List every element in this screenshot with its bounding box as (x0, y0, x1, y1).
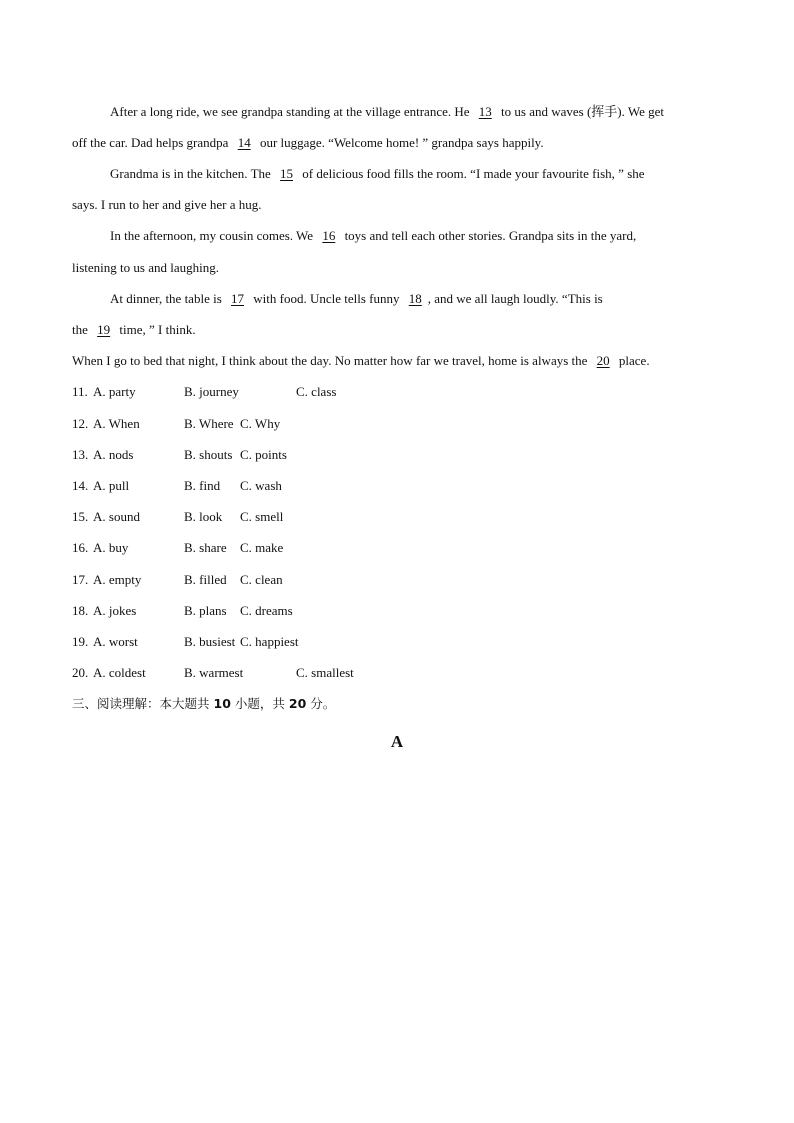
option-c: C. class (296, 384, 337, 399)
option-row-17 (72, 572, 392, 588)
question-number: 11. (72, 384, 88, 399)
option-b: B. look (184, 509, 223, 524)
option-b: B. shouts (184, 447, 233, 462)
option-c: C. clean (240, 572, 283, 587)
option-b: B. Where (184, 416, 234, 431)
option-b: B. warmest (184, 665, 244, 680)
blank-19: 19 (97, 322, 111, 337)
option-row-18 (72, 603, 392, 619)
option-a: A. coldest (93, 665, 146, 680)
question-number: 14. (72, 478, 89, 493)
passage-text: time, ” I think. (116, 322, 196, 337)
passage-text: place. (615, 353, 650, 368)
passage-text: of delicious food fills the room. “I made your favourite fish, ” she (299, 166, 645, 181)
passage-text: the (72, 322, 92, 337)
option-a: A. party (93, 384, 136, 399)
option-c: C. dreams (240, 603, 293, 618)
question-number: 19. (72, 634, 89, 649)
passage-text: After a long ride, we see grandpa standing at the village entrance. He (110, 104, 473, 119)
passage-text: , and we all laugh loudly. “This is (427, 291, 603, 306)
option-b: B. share (184, 540, 227, 555)
blank-13: 13 (478, 104, 492, 119)
passage-text: says. I run to her and give her a hug. (72, 197, 262, 212)
blank-18: 18 (408, 291, 422, 306)
option-a: A. nods (93, 447, 134, 462)
blank-14: 14 (237, 135, 251, 150)
passage-line (72, 197, 262, 213)
option-c: C. smell (240, 509, 284, 524)
option-row-20 (72, 665, 392, 681)
option-b: B. plans (184, 603, 227, 618)
option-row-12 (72, 416, 392, 432)
option-c: C. wash (240, 478, 282, 493)
passage-text: When I go to bed that night, I think about the day. No matter how far we travel, home is always the (72, 353, 591, 368)
passage-text: our luggage. “Welcome home! ” grandpa says happily. (256, 135, 544, 150)
passage-line (72, 322, 196, 338)
passage-line (72, 135, 544, 151)
option-row-16 (72, 540, 392, 556)
passage-line (72, 353, 650, 369)
option-b: B. find (184, 478, 221, 493)
option-row-14 (72, 478, 392, 494)
option-c: C. make (240, 540, 284, 555)
option-a: A. jokes (93, 603, 137, 618)
option-c: C. happiest (240, 634, 299, 649)
blank-20: 20 (596, 353, 610, 368)
blank-17: 17 (231, 291, 245, 306)
option-a: A. pull (93, 478, 130, 493)
passage-text: toys and tell each other stories. Grandpa sits in the yard, (341, 228, 637, 243)
question-count: 10 (213, 696, 231, 711)
passage-line (110, 166, 645, 182)
option-c: C. smallest (296, 665, 354, 680)
section-heading-text: 三、阅读理解：本大题共 (72, 696, 210, 711)
passage-text: off the car. Dad helps grandpa (72, 135, 232, 150)
passage-text: listening to us and laughing. (72, 260, 219, 275)
passage-line (110, 228, 636, 244)
option-row-19 (72, 634, 392, 650)
option-c: C. points (240, 447, 287, 462)
section-heading-text: 小题，共 (234, 696, 285, 711)
passage-text: to us and waves (挥手). We get (497, 104, 665, 119)
total-score: 20 (288, 696, 307, 711)
part-label: A (390, 732, 404, 751)
option-a: A. buy (93, 540, 129, 555)
option-b: B. busiest (184, 634, 236, 649)
passage-text: At dinner, the table is (110, 291, 226, 306)
question-number: 18. (72, 603, 89, 618)
passage-line (110, 104, 664, 120)
blank-16: 16 (322, 228, 336, 243)
passage-text: with food. Uncle tells funny (250, 291, 403, 306)
question-number: 12. (72, 416, 89, 431)
passage-text: Grandma is in the kitchen. The (110, 166, 275, 181)
option-row-11 (72, 384, 392, 400)
option-a: A. worst (93, 634, 138, 649)
question-number: 20. (72, 665, 89, 680)
question-number: 15. (72, 509, 89, 524)
passage-line (72, 260, 219, 276)
passage-line (110, 291, 603, 307)
question-number: 17. (72, 572, 89, 587)
blank-15: 15 (280, 166, 294, 181)
option-a: A. When (93, 416, 140, 431)
passage-text: In the afternoon, my cousin comes. We (110, 228, 317, 243)
option-b: B. filled (184, 572, 227, 587)
section-heading (72, 696, 335, 712)
section-heading-text: 分。 (310, 696, 336, 711)
question-number: 13. (72, 447, 89, 462)
option-row-13 (72, 447, 392, 463)
question-number: 16. (72, 540, 89, 555)
option-row-15 (72, 509, 392, 525)
option-b: B. journey (184, 384, 239, 399)
option-a: A. empty (93, 572, 142, 587)
option-a: A. sound (93, 509, 140, 524)
option-c: C. Why (240, 416, 281, 431)
